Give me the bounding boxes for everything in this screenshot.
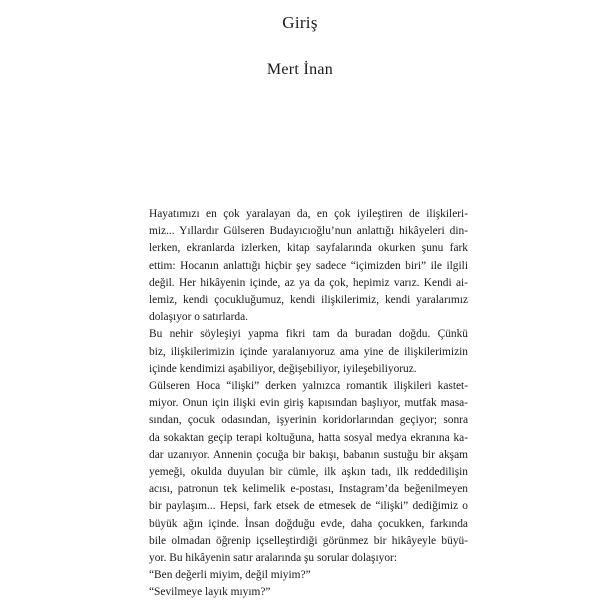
text-line: bir paylaşım... Hepsi, fark etsek de etmesek de “ilişki” dediğimiz o xyxy=(149,500,468,513)
text-line: da sokaktan geçip terapi koltuğuna, hatta sosyal medya ekranına ka- xyxy=(149,431,468,444)
paragraph xyxy=(138,206,468,326)
quote-line: “Ben değerli miyim, değil miyim?” xyxy=(149,569,311,582)
text-line: Bu nehir söyleşiyi yapma fikri tam da buradan doğdu. Çünkü xyxy=(149,328,468,341)
text-line: içinde kendimizi aşabiliyor, değişebiliyor, iyileşebiliyoruz. xyxy=(149,362,417,375)
text-line: miz... Yıllardır Gülseren Budayıcıoğlu’nun anlattığı hikâyeleri din- xyxy=(149,225,468,238)
text-line: yor. Bu hikâyenin satır aralarında şu sorular dolaşıyor: xyxy=(149,552,398,565)
text-line: bile olmadan öğrenip içselleştirdiği görünmez bir hikâyeyle büyü- xyxy=(149,534,468,547)
chapter-title: Giriş xyxy=(282,13,318,32)
text-line: dolaşıyor o satırlarda. xyxy=(149,311,249,324)
paragraph xyxy=(138,378,468,567)
text-line: büyük ağın içinde. İnsan doğduğu evde, daha çocukken, farkında xyxy=(149,517,468,530)
author-name: Mert İnan xyxy=(266,61,334,78)
text-line: ettim: Hocanın anlattığı hiçbir şey sadece “içimizden biri” ile ilgili xyxy=(149,259,468,272)
text-line: Gülseren Hoca “ilişki” derken yalnızca romantik ilişkileri kastet- xyxy=(149,380,468,393)
quote-line: “Sevilmeye layık mıyım?” xyxy=(149,586,271,599)
text-line: dar uzanıyor. Annenin çocuğa bir bakışı, babanın sustuğu bir akşam xyxy=(149,448,468,461)
text-line: yemeği, okulda duyulan bir cümle, ilk aşkın tadı, ilk reddedilişin xyxy=(149,466,468,479)
text-line: Hayatımızı en çok yaralayan da, en çok iyileştiren de ilişkileri- xyxy=(149,208,468,220)
body-text xyxy=(138,206,468,602)
paragraph xyxy=(138,326,468,378)
text-line: biz, ilişkilerimizin içinde yaralanıyoruz ama yine de ilişkilerimizin xyxy=(149,345,468,358)
text-line: sından, çocuk odasından, işyerinin koridorlarından geçiyor; sonra xyxy=(149,414,468,427)
text-line: değil. Her hikâyenin içinde, az ya da çok, hepimiz varız. Kendi ai- xyxy=(149,276,468,289)
text-line: acısı, patronun tek kelimelik e-postası, Instagram’da beğenilmeyen xyxy=(149,483,468,496)
text-line: lemiz, kendi çocukluğumuz, kendi ilişkilerimiz, kendi yaralarımız xyxy=(149,294,468,307)
text-line: miyor. Onun için ilişki evin giriş kapısından başlıyor, mutfak masa- xyxy=(149,397,468,410)
text-line: lerken, ekranlarda izlerken, kitap sayfalarında okurken şunu fark xyxy=(149,242,468,255)
